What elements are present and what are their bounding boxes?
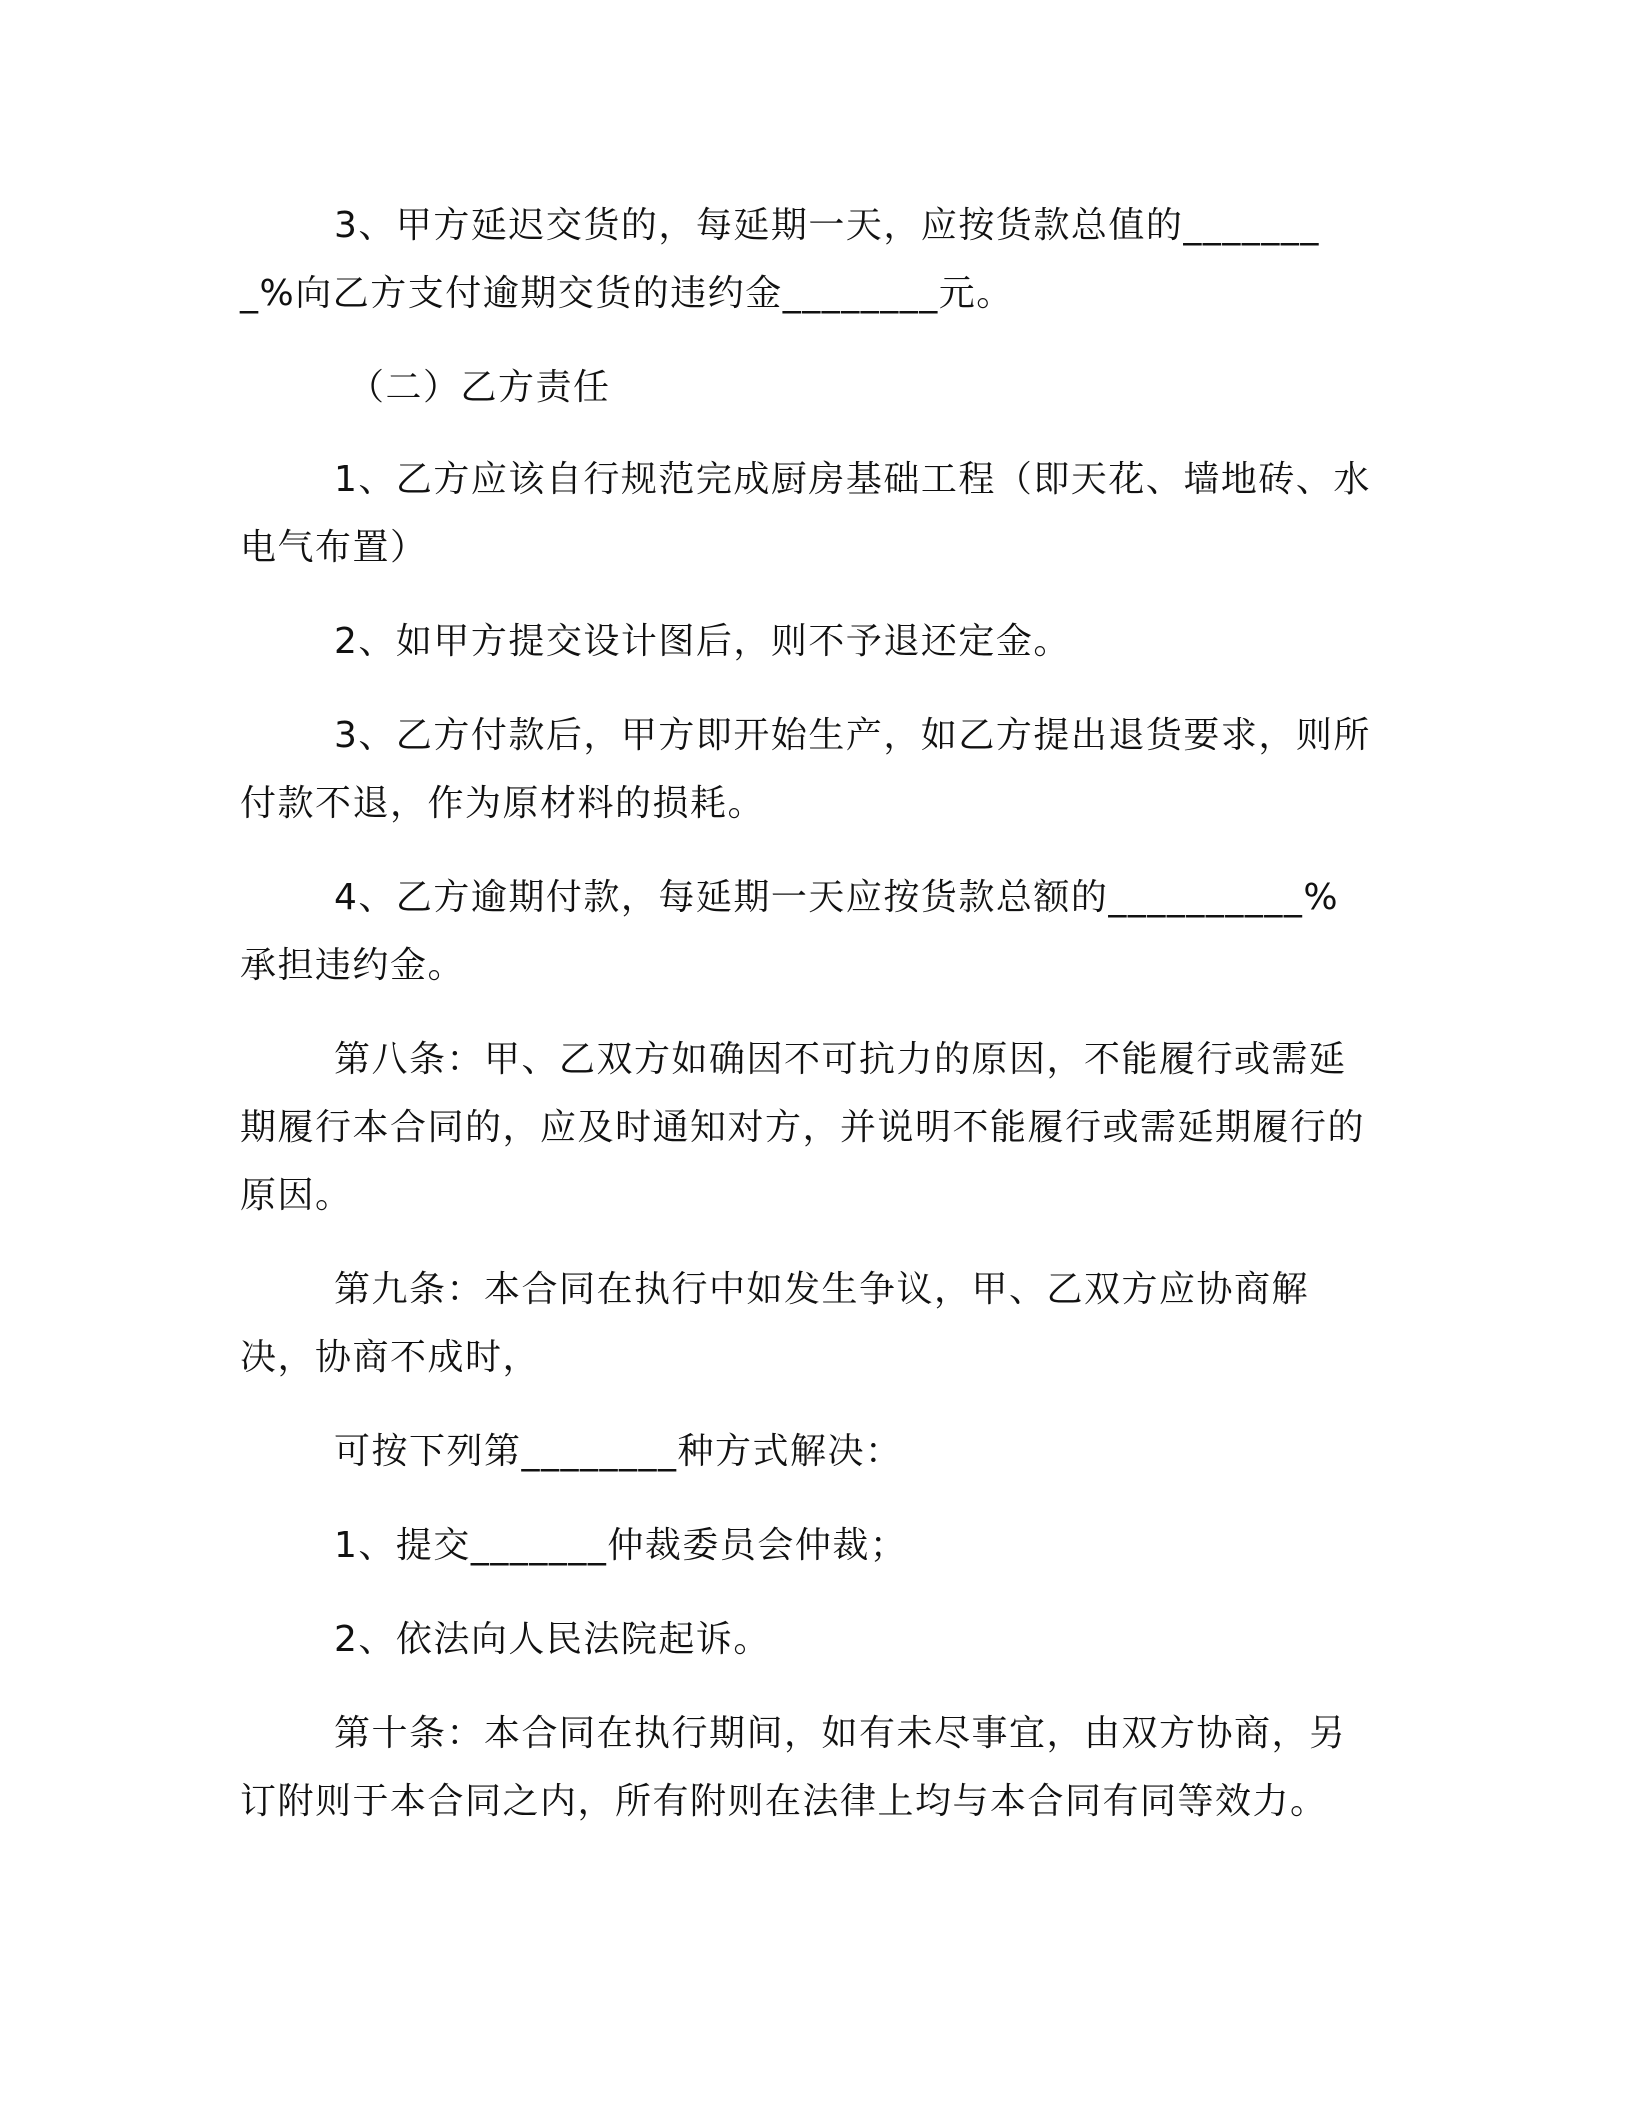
article-10-supplements: 第十条：本合同在执行期间，如有未尽事宜，由双方协商，另订附则于本合同之内，所有附则在法律上均与本合同有同等效力。 xyxy=(240,1713,1347,1822)
clause-party-a-late-delivery: 3、甲方延迟交货的，每延期一天，应按货款总值的________%向乙方支付逾期交货的违约金________元。 xyxy=(240,205,1320,314)
clause-deposit-nonrefundable: 2、如甲方提交设计图后，则不予退还定金。 xyxy=(334,621,1071,662)
option-arbitration: 1、提交_______仲裁委员会仲裁； xyxy=(334,1525,908,1566)
clause-no-refund-after-payment: 3、乙方付款后，甲方即开始生产，如乙方提出退货要求，则所付款不退，作为原材料的损耗。 xyxy=(240,715,1371,824)
document-body xyxy=(240,192,1375,1862)
clause-party-b-base-work: 1、乙方应该自行规范完成厨房基础工程（即天花、墙地砖、水电气布置） xyxy=(240,459,1371,568)
article-9-disputes: 第九条：本合同在执行中如发生争议，甲、乙双方应协商解决，协商不成时， xyxy=(240,1269,1310,1378)
section-heading-party-b-duties: （二）乙方责任 xyxy=(348,367,611,408)
dispute-resolution-method: 可按下列第________种方式解决： xyxy=(334,1431,903,1472)
clause-late-payment-penalty: 4、乙方逾期付款，每延期一天应按货款总额的__________%承担违约金。 xyxy=(240,877,1340,986)
article-8-force-majeure: 第八条：甲、乙双方如确因不可抗力的原因，不能履行或需延期履行本合同的，应及时通知对方，并说明不能履行或需延期履行的原因。 xyxy=(240,1039,1366,1216)
option-court: 2、依法向人民法院起诉。 xyxy=(334,1619,771,1660)
